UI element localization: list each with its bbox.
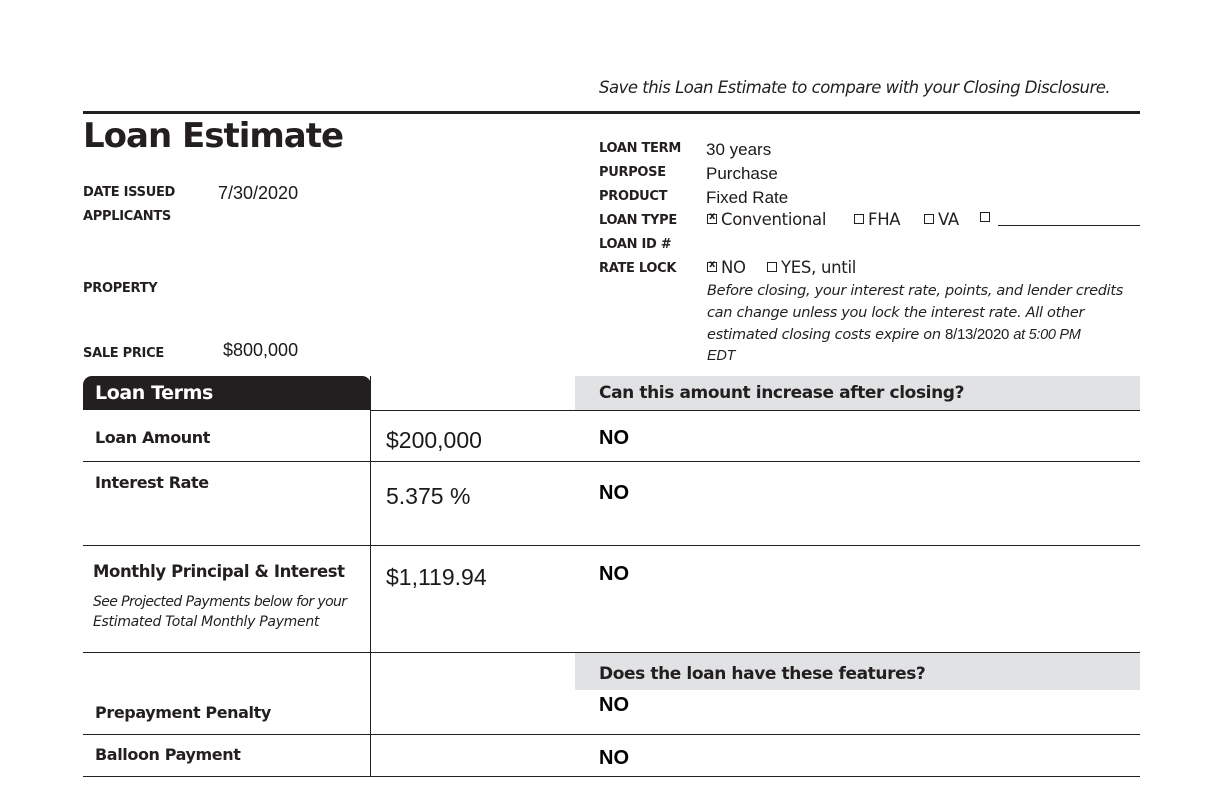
monthly-pi-note-1: See Projected Payments below for your	[93, 594, 347, 610]
loan-type-other[interactable]	[980, 210, 994, 228]
purpose-value: Purchase	[706, 164, 778, 183]
rate-lock-yes-label: YES, until	[781, 258, 857, 277]
monthly-pi-label: Monthly Principal & Interest	[93, 562, 345, 581]
loan-type-other-line	[998, 225, 1140, 226]
loan-type-option-label: VA	[938, 210, 959, 229]
rate-lock-note-line-3	[707, 324, 1081, 346]
rate-lock-no-label: NO	[721, 258, 746, 277]
row-divider	[83, 545, 1140, 546]
loan-amount-answer: NO	[599, 427, 629, 449]
sale-price-label: SALE PRICE	[83, 346, 164, 361]
rate-lock-yes[interactable]	[767, 258, 856, 277]
loan-type-option-label: FHA	[868, 210, 901, 229]
sale-price-value: $800,000	[223, 340, 299, 360]
rate-lock-expire-time: at 5:00 PM	[1013, 327, 1081, 343]
checkbox-checked-icon	[707, 262, 717, 272]
rate-lock-note-text: estimated closing costs expire on	[707, 327, 941, 343]
interest-rate-answer: NO	[599, 482, 629, 504]
balloon-payment-label: Balloon Payment	[95, 745, 241, 764]
property-label: PROPERTY	[83, 281, 158, 296]
loan-amount-label: Loan Amount	[95, 428, 211, 447]
checkbox-icon	[980, 212, 990, 222]
prepayment-penalty-answer: NO	[599, 694, 629, 716]
monthly-pi-answer: NO	[599, 563, 629, 585]
date-issued-label: DATE ISSUED	[83, 185, 176, 200]
features-question: Does the loan have these features?	[599, 664, 926, 684]
column-divider	[370, 376, 371, 776]
rate-lock-note-line-4: EDT	[707, 348, 736, 364]
loan-term-label: LOAN TERM	[599, 141, 681, 156]
checkbox-icon	[924, 214, 934, 224]
interest-rate-label: Interest Rate	[95, 473, 209, 492]
loan-type-va[interactable]	[924, 210, 959, 229]
loan-terms-title: Loan Terms	[95, 382, 213, 404]
checkbox-icon	[767, 262, 777, 272]
header-rule	[83, 111, 1140, 114]
rate-lock-label: RATE LOCK	[599, 261, 677, 276]
rate-lock-note-line-2: can change unless you lock the interest rate. All other	[707, 305, 1085, 321]
rate-lock-no[interactable]	[707, 258, 746, 277]
loan-type-option-label: Conventional	[721, 210, 827, 229]
balloon-payment-answer: NO	[599, 747, 629, 769]
interest-rate-value: 5.375 %	[386, 483, 471, 509]
checkbox-checked-icon	[707, 214, 717, 224]
row-divider	[83, 776, 1140, 777]
prepayment-penalty-label: Prepayment Penalty	[95, 703, 271, 722]
purpose-label: PURPOSE	[599, 165, 666, 180]
section-rule	[371, 410, 1140, 411]
loan-id-label: LOAN ID #	[599, 237, 672, 252]
row-divider	[83, 461, 1140, 462]
loan-type-conventional[interactable]	[707, 210, 826, 229]
rate-lock-expire-date: 8/13/2020	[945, 326, 1010, 343]
date-issued-value: 7/30/2020	[218, 183, 299, 203]
monthly-pi-note-2: Estimated Total Monthly Payment	[93, 614, 320, 630]
product-value: Fixed Rate	[706, 188, 789, 207]
loan-type-label: LOAN TYPE	[599, 213, 677, 228]
monthly-pi-value: $1,119.94	[386, 564, 487, 590]
row-divider	[83, 734, 1140, 735]
checkbox-icon	[854, 214, 864, 224]
product-label: PRODUCT	[599, 189, 668, 204]
rate-lock-note-line-1: Before closing, your interest rate, points, and lender credits	[707, 283, 1124, 299]
loan-term-value: 30 years	[706, 140, 772, 159]
increase-question: Can this amount increase after closing?	[599, 383, 965, 403]
page-title: Loan Estimate	[83, 116, 344, 156]
save-note: Save this Loan Estimate to compare with your Closing Disclosure.	[599, 78, 1111, 97]
loan-type-fha[interactable]	[854, 210, 900, 229]
applicants-label: APPLICANTS	[83, 209, 171, 224]
loan-amount-value: $200,000	[386, 427, 482, 453]
